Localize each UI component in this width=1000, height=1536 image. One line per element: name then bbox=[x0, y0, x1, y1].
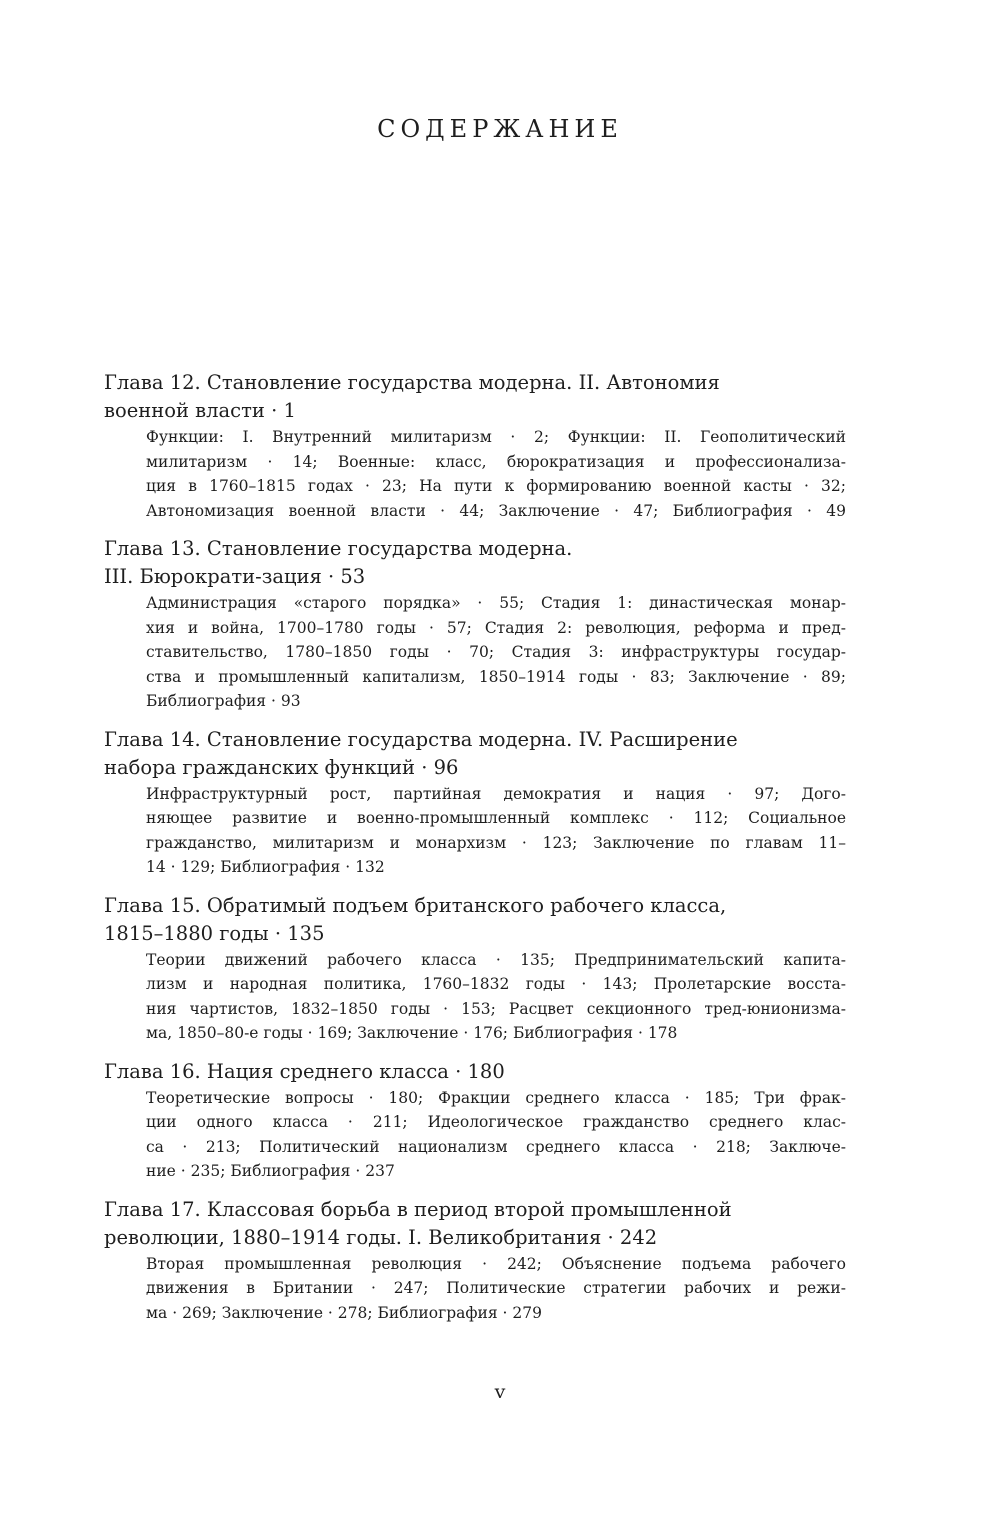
section-line: милитаризм · 14; Военные: класс, бюрократизация и профессионализа- bbox=[146, 452, 846, 471]
table-of-contents bbox=[104, 369, 846, 1337]
section-line: ция в 1760–1815 годах · 23; На пути к формированию военной касты · 32; bbox=[146, 477, 846, 495]
section-line: няющее развитие и военно-промышленный комплекс · 112; Социальное bbox=[146, 809, 846, 827]
toc-chapter-17 bbox=[104, 1196, 846, 1326]
section-line: Вторая промышленная революция · 242; Объяснение подъема рабочего bbox=[146, 1254, 846, 1273]
section-line: лизм и народная политика, 1760–1832 годы · 143; Пролетарские восста- bbox=[146, 975, 846, 993]
toc-chapter-13 bbox=[104, 535, 846, 714]
toc-chapter-16 bbox=[104, 1058, 846, 1184]
chapter-title-line: Глава 15. Обратимый подъем британского рабочего класса, bbox=[104, 893, 727, 917]
chapter-title-line: 1815–1880 годы · 135 bbox=[104, 921, 325, 945]
chapter-title-line: Глава 14. Становление государства модерна. IV. Расширение bbox=[104, 727, 738, 751]
section-line: ма, 1850–80-е годы · 169; Заключение · 176; Библиография · 178 bbox=[146, 1024, 678, 1042]
chapter-title-line: Глава 12. Становление государства модерна. II. Автономия bbox=[104, 371, 720, 394]
chapter-title-line: Глава 13. Становление государства модерна. bbox=[104, 537, 573, 560]
section-line: Библиография · 93 bbox=[146, 692, 301, 710]
chapter-title-line: III. Бюрократи-зация · 53 bbox=[104, 565, 366, 588]
section-line: Теории движений рабочего класса · 135; Предпринимательский капита- bbox=[146, 950, 846, 969]
chapter-title-line: набора гражданских функций · 96 bbox=[104, 755, 459, 779]
page-number: v bbox=[494, 1381, 506, 1403]
chapter-title-line: Глава 16. Нация среднего класса · 180 bbox=[104, 1059, 505, 1083]
section-line: ции одного класса · 211; Идеологическое гражданство среднего клас- bbox=[146, 1113, 846, 1131]
section-line: са · 213; Политический национализм среднего класса · 218; Заключе- bbox=[146, 1137, 846, 1156]
section-line: ние · 235; Библиография · 237 bbox=[146, 1162, 395, 1180]
section-line: движения в Британии · 247; Политические стратегии рабочих и режи- bbox=[146, 1279, 846, 1297]
section-line: Автономизация военной власти · 44; Заключение · 47; Библиография · 49 bbox=[146, 501, 846, 520]
section-line: ставительство, 1780–1850 годы · 70; Стадия 3: инфраструктуры государ- bbox=[146, 643, 846, 661]
section-line: Инфраструктурный рост, партийная демократия и нация · 97; Дого- bbox=[146, 784, 846, 803]
section-line: Функции: I. Внутренний милитаризм · 2; Функции: II. Геополитический bbox=[146, 428, 846, 446]
section-line: Теоретические вопросы · 180; Фракции среднего класса · 185; Три фрак- bbox=[146, 1088, 846, 1107]
section-line: ния чартистов, 1832–1850 годы · 153; Расцвет секционного тред-юнионизма- bbox=[146, 999, 846, 1018]
section-line: хия и война, 1700–1780 годы · 57; Стадия 2: революция, реформа и пред- bbox=[146, 618, 846, 637]
section-line: ства и промышленный капитализм, 1850–1914 годы · 83; Заключение · 89; bbox=[146, 667, 846, 686]
section-line: 14 · 129; Библиография · 132 bbox=[146, 858, 385, 876]
toc-chapter-12 bbox=[104, 369, 846, 523]
toc-chapter-14 bbox=[104, 726, 846, 880]
chapter-title-line: Глава 17. Классовая борьба в период второй промышленной bbox=[104, 1197, 732, 1221]
section-line: ма · 269; Заключение · 278; Библиография · 279 bbox=[146, 1303, 542, 1322]
chapter-title-line: военной власти · 1 bbox=[104, 399, 296, 422]
toc-chapter-15 bbox=[104, 892, 846, 1046]
chapter-title-line: революции, 1880–1914 годы. I. Великобритания · 242 bbox=[104, 1225, 658, 1249]
section-line: Администрация «старого порядка» · 55; Стадия 1: династическая монар- bbox=[146, 594, 846, 612]
page-title: СОДЕРЖАНИЕ bbox=[377, 115, 623, 143]
section-line: гражданство, милитаризм и монархизм · 123; Заключение по главам 11– bbox=[146, 833, 846, 852]
